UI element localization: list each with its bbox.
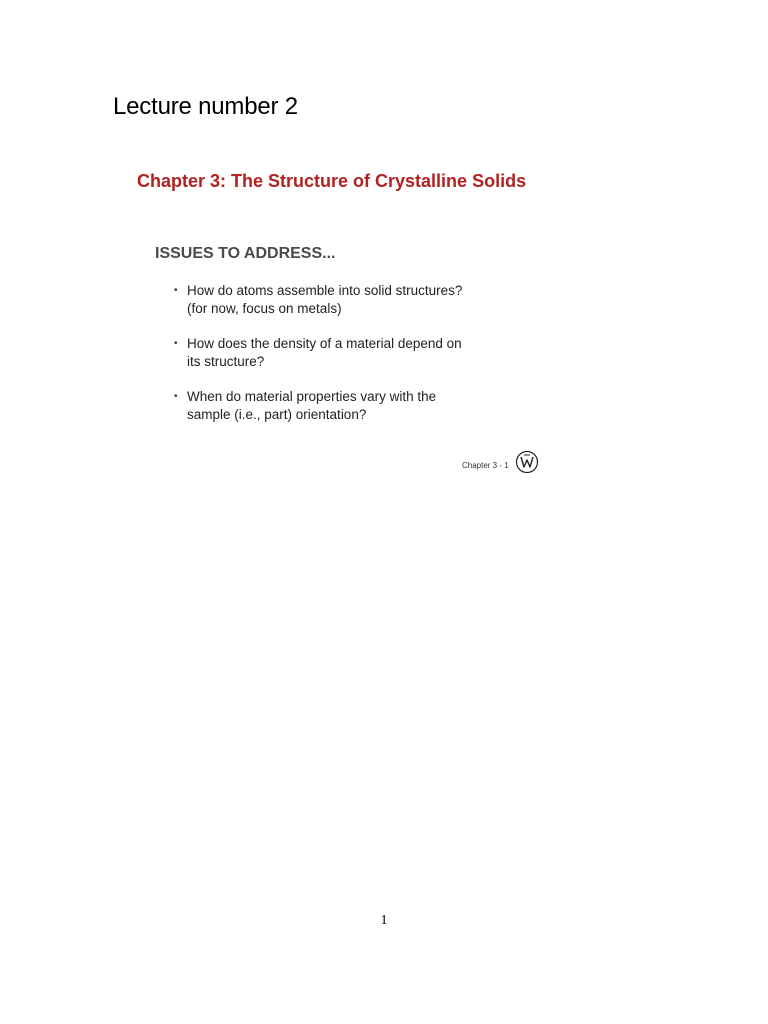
issues-list — [174, 282, 534, 441]
bullet-text: How do atoms assemble into solid structures? — [187, 283, 463, 298]
slide-image — [120, 150, 550, 490]
issues-heading: ISSUES TO ADDRESS... — [155, 245, 336, 262]
bullet-text: its structure? — [187, 354, 265, 369]
page-heading: Lecture number 2 — [113, 93, 298, 120]
slide-footer — [462, 450, 539, 474]
bullet-icon: • — [174, 391, 178, 402]
bullet-text: sample (i.e., part) orientation? — [187, 407, 367, 422]
list-item — [174, 335, 534, 371]
page-number: 1 — [380, 913, 388, 928]
bullet-text: When do material properties vary with the — [187, 389, 437, 404]
slide-title: Chapter 3: The Structure of Crystalline Solids — [137, 171, 527, 191]
bullet-text: (for now, focus on metals) — [187, 301, 342, 316]
slide-number-label: Chapter 3 - 1 — [462, 460, 509, 470]
list-item — [174, 388, 534, 424]
list-item — [174, 282, 534, 318]
bullet-icon: • — [174, 338, 178, 349]
bullet-icon: • — [174, 285, 178, 296]
bullet-text: How does the density of a material depend on — [187, 336, 462, 351]
publisher-logo-icon — [515, 450, 539, 474]
